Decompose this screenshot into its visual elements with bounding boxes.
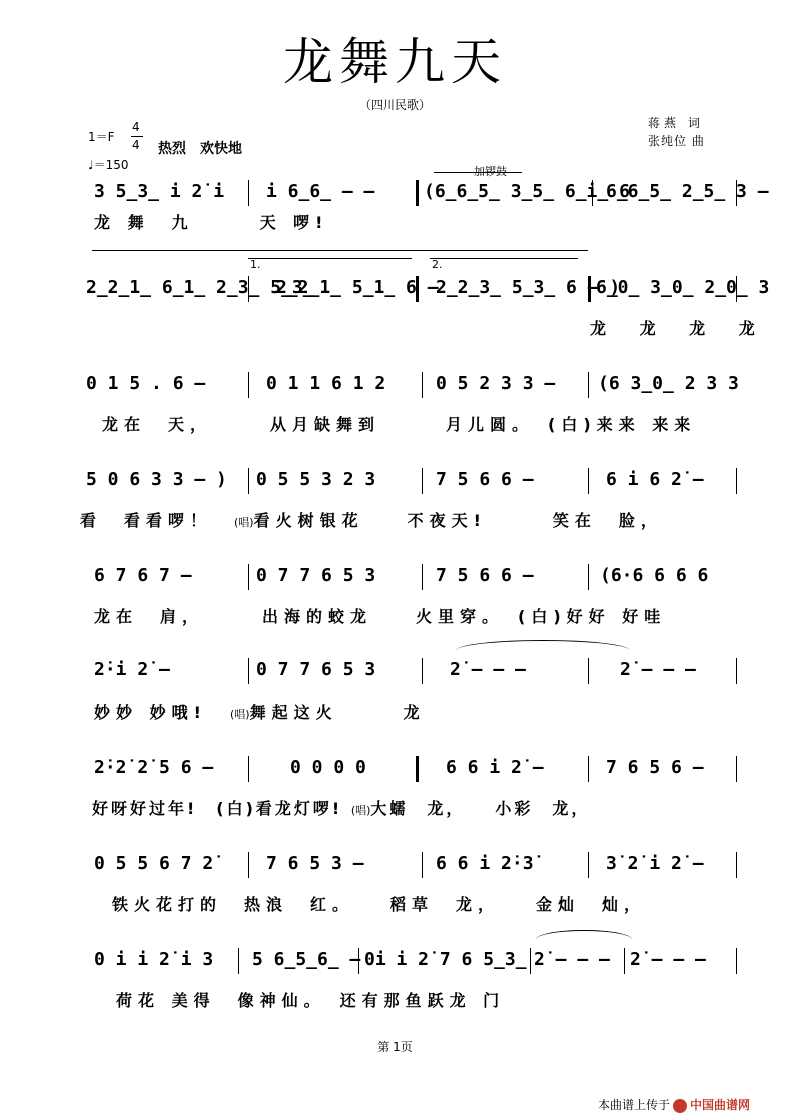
barline (248, 658, 249, 684)
repeat-barline (416, 276, 419, 302)
song-subtitle: （四川民歌） (358, 98, 431, 112)
lyrics-line (94, 700, 426, 723)
lyrics-spoken: 看 看看啰！ (80, 511, 235, 530)
barline (736, 468, 737, 494)
time-signature-bottom: 4 (132, 138, 140, 152)
measure: 7 6 5 6 – (606, 757, 704, 778)
barline (422, 658, 423, 684)
barline (248, 372, 249, 398)
barline (588, 852, 589, 878)
key-signature: 1＝F (88, 130, 115, 144)
lyrics-line: 铁火花打的 热浪 红。 稻草 龙， 金灿 灿， (112, 895, 647, 914)
lyrics-spoken: 好呀好过年! (白)看龙灯啰! (92, 799, 343, 818)
measure: 0 5 2 3 3 – (436, 373, 556, 394)
upload-text: 本曲谱上传于 (598, 1098, 671, 1112)
barline (588, 756, 589, 782)
barline (588, 658, 589, 684)
measure: 0 7 7 6 5 3 (256, 659, 376, 680)
barline (422, 468, 423, 494)
score-row-9 (86, 946, 740, 974)
measure: 2̇ – – – (620, 659, 696, 680)
lyrics-sung: 舞起这火 龙 (249, 703, 426, 722)
site-logo-icon (673, 1099, 687, 1113)
barline (736, 756, 737, 782)
gong-bracket (434, 172, 522, 173)
lyrics-line (92, 796, 590, 819)
barline (248, 756, 249, 782)
measure: 0 0 0 0 (290, 757, 366, 778)
barline (588, 468, 589, 494)
measure: 2̲2̲1̲ 5̲1̲ 6 – (276, 277, 439, 298)
measure: 2̇ – – – (534, 949, 610, 970)
repeat-bracket-line (92, 250, 588, 251)
score-row-3 (86, 370, 740, 398)
measure: 7 5 6 6 – (436, 565, 534, 586)
lyrics-spoken: 妙妙 妙哦! (94, 703, 207, 722)
site-name[interactable]: 中国曲谱网 (690, 1098, 751, 1112)
measure: 0 1 1 6 1 2 (266, 373, 386, 394)
score-row-4 (86, 466, 740, 494)
barline (736, 658, 737, 684)
barline (736, 180, 737, 206)
measure: 2̇·2̇ 2̇ 5 6 – (94, 757, 214, 778)
lyrics-sung: 大蠕 龙， 小彩 龙， (370, 799, 591, 818)
tie-arc (456, 640, 630, 661)
barline (248, 276, 249, 302)
score-row-8 (86, 850, 740, 878)
lyrics-line: 龙在 肩， 出海的蛟龙 火里穿。 (白)好好 好哇 (94, 607, 667, 626)
expression-marking: 热烈 欢快地 (158, 141, 242, 157)
measure: 0 i i 2̇ i 3 (94, 949, 214, 970)
measure: 2̲2̲1̲ 6̲1̲ 2̲3̲ 5̲3̲ (86, 277, 314, 298)
measure: (6·6 6 6 6 (600, 565, 709, 586)
barline (248, 564, 249, 590)
page-title: 龙舞九天 (283, 33, 507, 91)
measure: 6̲0̲ 3̲0̲ 2̲0̲ 3 (596, 277, 770, 298)
barline (238, 948, 239, 974)
measure: 2̇·i 2̇ – (94, 659, 170, 680)
measure: i 6̲6̲ – – (266, 181, 375, 202)
measure: 0 1 5 . 6 – (86, 373, 206, 394)
measure: 5 6̲5̲6̲ – (252, 949, 361, 970)
measure: 7 6 5 3 – (266, 853, 364, 874)
first-ending-bracket (248, 258, 412, 259)
lyrics-line: 龙在 天， 从月缺舞到 月儿圆。 (白)来来 来来 (102, 415, 697, 434)
page-number: 第 1页 (377, 1040, 413, 1054)
score-row-5 (86, 562, 740, 590)
gong-label: 加锣鼓 (474, 165, 507, 178)
barline (588, 564, 589, 590)
barline (248, 852, 249, 878)
sung-marker: (唱) (234, 516, 254, 529)
measure: (6 3̲0̲ 2 3 3 (598, 373, 739, 394)
lyrics-line (80, 508, 663, 531)
barline (530, 948, 531, 974)
second-ending-bracket (430, 258, 578, 259)
measure: 5 0 6 3 3 – ) (86, 469, 227, 490)
barline (422, 372, 423, 398)
lyrics-line: 龙 舞 九 天 啰! (94, 213, 329, 232)
composer-credit: 张纯位 曲 (648, 134, 705, 148)
lyrics-sung: 看火树银花 不夜天! 笑在 脸， (253, 511, 663, 530)
barline (248, 468, 249, 494)
repeat-barline (416, 756, 419, 782)
barline (592, 180, 593, 206)
barline (736, 948, 737, 974)
barline (736, 276, 737, 302)
measure: 6̲6̲5̲ 2̲5̲ 3 – (606, 181, 769, 202)
measure: 3 5̲3̲ i 2̇ i (94, 181, 225, 202)
measure: 6 7 6 7 – (94, 565, 192, 586)
measure: 7 5 6 6 – (436, 469, 534, 490)
score-row-2 (86, 274, 770, 302)
second-ending-label: 2. (432, 258, 443, 271)
measure: 0i i 2̇ 7 6 5̲3̲ (364, 949, 527, 970)
sung-marker: (唱) (350, 804, 371, 817)
measure: 6 i 6 2̇ – (606, 469, 704, 490)
measure: 2̲2̲3̲ 5̲3̲ 6 – ) (436, 277, 621, 298)
tempo-marking: ♩＝150 (88, 158, 129, 172)
measure: 0 5 5 6 7 2̇ (94, 853, 214, 874)
measure: 2̇ – – – (450, 659, 526, 680)
tie-arc (536, 930, 632, 949)
measure: 3̇ 2̇ i 2̇ – (606, 853, 704, 874)
time-signature-top: 4 (132, 120, 140, 134)
barline (248, 180, 249, 206)
barline (588, 372, 589, 398)
barline (736, 852, 737, 878)
first-ending-label: 1. (250, 258, 261, 271)
repeat-barline (416, 180, 419, 206)
sung-marker: (唱) (230, 708, 250, 721)
barline (624, 948, 625, 974)
measure: 2̇ – – – (630, 949, 706, 970)
score-row-7 (86, 754, 740, 782)
upload-credit (598, 1096, 750, 1113)
score-row-6 (86, 656, 740, 684)
lyrics-line: 龙 龙 龙 龙 (590, 319, 769, 338)
lyrics-line: 荷花 美得 像神仙。 还有那鱼跃龙 门 (116, 991, 506, 1010)
score-row-1 (86, 178, 769, 206)
lyricist-credit: 蒋燕 词 (648, 116, 704, 130)
measure: 0 7 7 6 5 3 (256, 565, 376, 586)
measure: 6 6 i 2̇·3̇ (436, 853, 534, 874)
measure: (6̲6̲5̲ 3̲5̲ 6̲i̲ 6 (424, 181, 630, 202)
measure: 0 5 5 3 2 3 (256, 469, 376, 490)
time-signature-divider (131, 136, 143, 137)
measure: 6 6 i 2̇ – (446, 757, 544, 778)
barline (422, 564, 423, 590)
barline (358, 948, 359, 974)
barline (422, 852, 423, 878)
barline (588, 276, 591, 302)
